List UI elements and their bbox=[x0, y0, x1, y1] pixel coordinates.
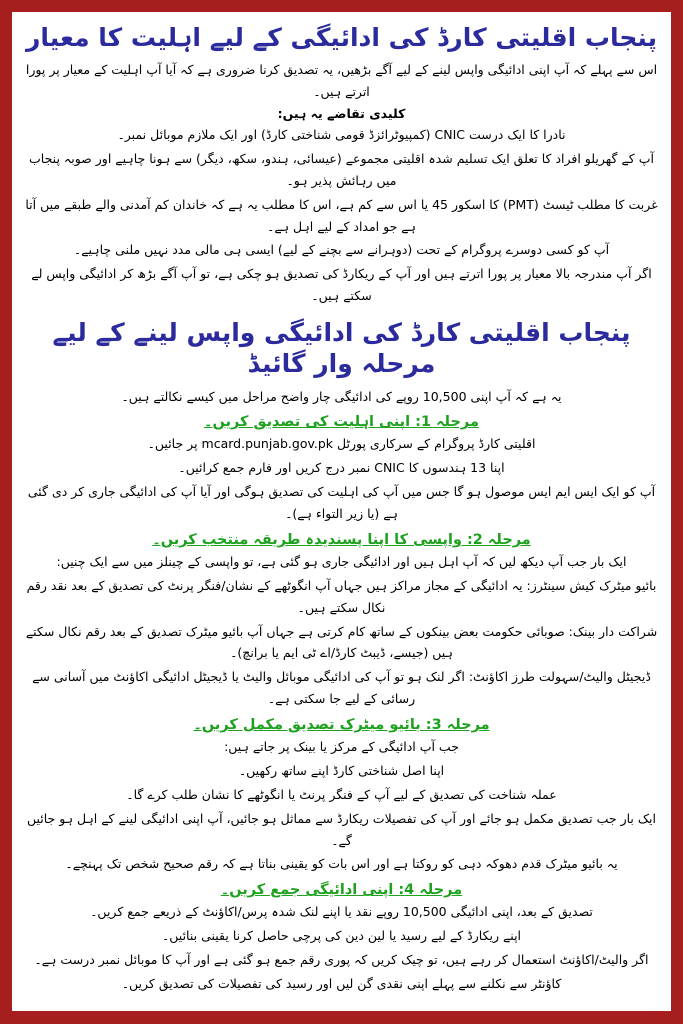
step-3-line: اپنا اصل شناختی کارڈ اپنے ساتھ رکھیں۔ bbox=[238, 762, 445, 778]
step-1-line: اپنا 13 ہندسوں کا CNIC نمبر درج کریں اور فارم جمع کرائیں۔ bbox=[178, 460, 505, 476]
flyer-content bbox=[12, 12, 671, 999]
step-3-line: یہ بائیو میٹرک قدم دھوکہ دہی کو روکتا ہے اور اس بات کو یقینی بناتا ہے کہ رقم صحیح شخص تک پہنچے۔ bbox=[65, 856, 618, 872]
step-3-section bbox=[20, 717, 663, 875]
step-2-line: بائیو میٹرک کیش سینٹرز: یہ ادائیگی کے مجاز مراکز ہیں جہاں آپ انگوٹھے کے نشان/فنگر پرنٹ کی تصدیق کے بعد نقد رقم نکال سکتے ہیں۔ bbox=[26, 577, 657, 615]
requirement-item: آپ کو کسی دوسرے پروگرام کے تحت (دوہرانے سے بچنے کے لیے) ایسی ہی مالی مدد نہیں ملنی چاہیے۔ bbox=[73, 242, 610, 258]
step-1-line: آپ کو ایک ایس ایم ایس موصول ہو گا جس میں آپ کی اہلیت کی تصدیق ہوگی اور آیا آپ کی ادائیگی جاری کر دی گئی ہے (یا زیر التواء ہے)۔ bbox=[27, 484, 656, 521]
step-1-heading: مرحلہ 1: اپنی اہلیت کی تصدیق کریں۔ bbox=[204, 414, 479, 431]
step-3-line: جب آپ ادائیگی کے مرکز یا بینک پر جاتے ہیں: bbox=[224, 739, 459, 754]
intro-paragraph: اس سے پہلے کہ آپ اپنی ادائیگی واپس لینے کے لیے آگے بڑھیں، یہ تصدیق کرنا ضروری ہے کہ آیا آپ اہلیت کے معیار پر پورا اترتے ہیں۔ bbox=[25, 62, 658, 100]
step-2-section bbox=[20, 532, 663, 710]
step-4-line: اپنے ریکارڈ کے لیے رسید یا لین دین کی پرچی حاصل کرنا یقینی بنائیں۔ bbox=[161, 928, 522, 944]
requirement-item: آپ کے گھریلو افراد کا تعلق ایک تسلیم شدہ اقلیتی مجموعے (عیسائی، ہندو، سکھ، دیگر) سے ہونا چاہیے اور صوبہ پنجاب میں رہائش پذیر ہو۔ bbox=[29, 150, 654, 188]
step-2-line: ایک بار جب آپ دیکھ لیں کہ آپ اہل ہیں اور ادائیگی جاری ہو گئی ہے، تو واپسی کے چینلز میں سے ایک چنیں: bbox=[56, 553, 627, 569]
requirement-item: نادرا کا ایک درست CNIC (کمپیوٹرائزڈ قومی شناختی کارڈ) اور ایک ملازم موبائل نمبر۔ bbox=[117, 127, 566, 142]
step-2-line: شراکت دار بینک: صوبائی حکومت بعض بینکوں کے ساتھ کام کرتی ہے جہاں آپ بائیو میٹرک تصدیق کے بعد رقم نکال سکتے ہیں (جیسے، ڈیبٹ کارڈ/اے ٹی ایم یا برانچ)۔ bbox=[25, 623, 658, 661]
eligibility-note: اگر آپ مندرجہ بالا معیار پر پورا اترتے ہیں اور آپ کے ریکارڈ کی تصدیق ہو چکی ہے، تو آپ آگے بڑھ کر ادائیگی واپس لے سکتے ہیں۔ bbox=[31, 266, 652, 304]
step-3-line: ایک بار جب تصدیق مکمل ہو جائے اور آپ کی تفصیلات ریکارڈ سے مماثل ہو جائیں، آپ اپنی ادائیگی لینے کے اہل ہو جائیں گے۔ bbox=[26, 810, 657, 848]
step-4-section bbox=[20, 882, 663, 995]
page-title: پنجاب اقلیتی کارڈ کی ادائیگی کے لیے اہلیت کا معیار bbox=[26, 23, 657, 52]
step-1-section bbox=[20, 414, 663, 525]
step-3-heading: مرحلہ 3: بائیو میٹرک تصدیق مکمل کریں۔ bbox=[193, 717, 490, 733]
step-2-heading: مرحلہ 2: واپسی کا اپنا پسندیدہ طریقہ منتخب کریں۔ bbox=[152, 531, 531, 548]
step-4-line: اگر والیٹ/اکاؤنٹ استعمال کر رہے ہیں، تو چیک کریں کہ پوری رقم جمع ہو گئی ہے اور آپ کا موبائل نمبر درست ہے۔ bbox=[34, 952, 649, 967]
step-4-line: کاؤنٹر سے نکلنے سے پہلے اپنی نقدی گن لیں اور رسید کی تفصیلات کی تصدیق کریں۔ bbox=[121, 975, 562, 991]
guide-title: پنجاب اقلیتی کارڈ کی ادائیگی واپس لینے کے لیے مرحلہ وار گائیڈ bbox=[52, 318, 631, 379]
step-4-line: تصدیق کے بعد، اپنی ادائیگی 10,500 روپے نقد یا اپنے لنک شدہ پرس/اکاؤنٹ کے ذریعے جمع کریں۔ bbox=[90, 904, 593, 920]
requirements-list bbox=[20, 124, 663, 261]
guide-intro: یہ ہے کہ آپ اپنی 10,500 روپے کی ادائیگی چار واضح مراحل میں کیسے نکالتے ہیں۔ bbox=[121, 388, 562, 404]
key-requirements-label: کلیدی تقاضے یہ ہیں: bbox=[277, 106, 406, 121]
step-4-heading: مرحلہ 4: اپنی ادائیگی جمع کریں۔ bbox=[220, 882, 463, 899]
step-2-line: ڈیجیٹل والیٹ/سہولت طرز اکاؤنٹ: اگر لنک ہو تو آپ کی ادائیگی موبائل والیٹ یا ڈیجیٹل ادائیگی اکاؤنٹ میں آسانی سے رسائی کے لیے جا سکتی ہے۔ bbox=[32, 669, 651, 707]
requirement-item: غربت کا مطلب ٹیسٹ (PMT) کا اسکور 45 یا اس سے کم ہے، اس کا مطلب یہ ہے کہ خاندان کم آمدنی والے طبقے میں آتا ہے جو امداد کے لیے اہل ہے۔ bbox=[25, 196, 658, 234]
step-1-line: اقلیتی کارڈ پروگرام کے سرکاری پورٹل mcard.punjab.gov.pk پر جائیں۔ bbox=[147, 436, 536, 452]
step-3-line: عملہ شناخت کی تصدیق کے لیے آپ کے فنگر پرنٹ یا انگوٹھے کا نشان طلب کرے گا۔ bbox=[126, 786, 557, 802]
